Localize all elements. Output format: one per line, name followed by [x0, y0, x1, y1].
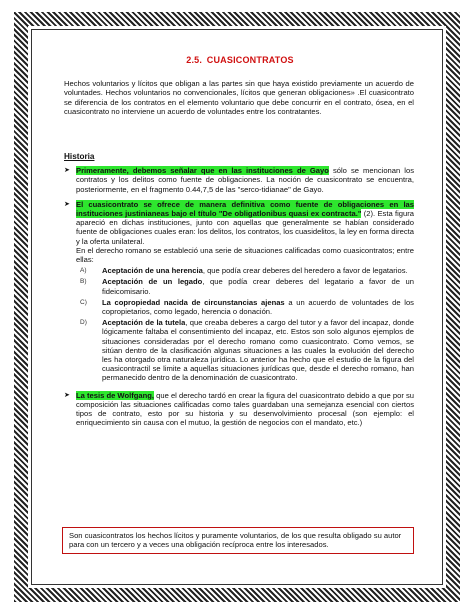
bullet-text: que el derecho tardó en crear la figura del cuasicontrato debido a que por su composición las situaciones calificadas como tales guardaban una semejanza esencial con ciertos tipos de contrato, esto por su historia y su desenvolvimiento procesal (son ejemplo: el enriquecimiento sin causa con el mutuo, la gestión de negocios con el mandato, etc.) [76, 390, 415, 428]
arrow-bullet-icon: ➤ [64, 167, 70, 175]
list-letter: C) [80, 298, 87, 306]
document-body [64, 52, 414, 434]
bullet-content [76, 166, 414, 194]
list-letter: A) [80, 267, 87, 275]
arrow-bullet-icon: ➤ [64, 391, 70, 399]
arrow-bullet-icon: ➤ [64, 200, 70, 208]
bullet-text: sólo se mencionan los contratos y los delitos como fuente de obligaciones. La noción de cuasicontrato se encuentra, posteriormente, en el fragmento 0.44,7,5 de las "serco-tidianae" de Gayo. [76, 166, 414, 194]
title-number: 2.5. [186, 55, 203, 65]
bullet-content [76, 200, 414, 385]
title-text: CUASICONTRATOS [206, 55, 294, 65]
historia-heading: Historia [64, 152, 95, 162]
intro-paragraph: Hechos voluntarios y lícitos que obligan a las partes sin que haya existido previamente un acuerdo de voluntades. Hechos voluntarios no convencionales, lícitos que generan obligaciones» .El cuasicontrato se diferencia de los contratos en el elemento voluntario que debe concurrir en el contrato, ósea, en el cuasicontrato no interviene un acuerdo de voluntades entre los contratantes. [64, 79, 414, 116]
highlighted-text: La tesis de Wolfgang, [76, 390, 154, 400]
highlighted-text: Primeramente, debemos señalar que en las instituciones de Gayo [76, 166, 329, 176]
list-letter: D) [80, 319, 87, 327]
bullet-item [64, 166, 414, 194]
list-item [76, 298, 414, 316]
summary-text: Son cuasicontratos los hechos lícitos y puramente voluntarios, de los que resulta obligado su autor para con un tercero y a veces una obligación recíproca entre los interesados. [69, 531, 402, 550]
list-item-text: , que creaba deberes a cargo del tutor y a favor del incapaz, donde lógicamente faltaba el consentimiento del incapaz, etc. Estos son solo algunos ejemplos de situaciones consideradas por el derecho romano como cuasicontrato. Como vemos, se sitúan dentro de la clasificación algunas situaciones a las cuales la evolución del derecho les ha otorgado otra naturaleza jurídica. Lo anterior ha hecho que el estudio de la figura del cuasicontractil se limite a aquellas situaciones jurídicas que, desde el derecho romano, han permanecido dentro de la denominación de cuasicontrato. [102, 318, 414, 383]
list-item-text: , que podía crear deberes del legatario a favor de un fideicomisario. [102, 277, 414, 296]
list-item [76, 277, 414, 295]
bullet-text: (2). Esta figura apareció en dichas instituciones, junto con aquellas que generalmente se habían considerado fuente de obligaciones cuales eran: los delitos, los contratos, los cuasidelitos, la ley en forma directa y la oferta unilateral. [76, 209, 414, 246]
list-letter: B) [80, 278, 87, 286]
bullet-content [76, 391, 414, 428]
bullet-item [64, 200, 414, 385]
list-item-text: , que podía crear deberes del heredero a favor de legatarios. [202, 266, 408, 276]
summary-box [62, 527, 414, 554]
bullet-text-continuation: En el derecho romano se estableció una serie de situaciones calificadas como cuasicontratos; entre ellas: [76, 245, 414, 265]
section-title [64, 56, 414, 65]
list-item-text: a un acuerdo de voluntades de los copropietarios, como legado, herencia o donación. [102, 297, 414, 317]
highlighted-text: El cuasicontrato se ofrece de manera definitiva como fuente de obligaciones en las instituciones justinianeas bajo el título "De obligatlonibus quasi ex contracta." [76, 199, 414, 219]
list-item [76, 318, 414, 382]
list-item-bold: La copropiedad nacida de circunstancias ajenas [102, 297, 285, 307]
cuasicontrato-list [76, 266, 414, 382]
bullet-item [64, 391, 414, 428]
list-item-bold: Aceptación de la tutela [102, 318, 186, 328]
list-item-bold: Aceptación de una herencia [102, 266, 203, 276]
list-item [76, 266, 414, 275]
list-item-bold: Aceptación de un legado [102, 277, 203, 287]
